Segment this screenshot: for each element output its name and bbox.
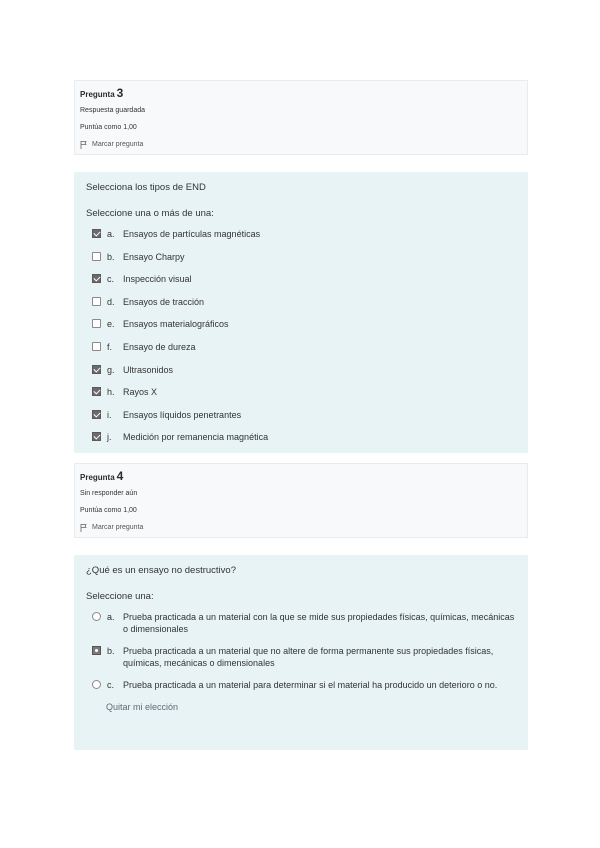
- question-4-flag-label: Marcar pregunta: [92, 524, 144, 531]
- checkbox-unchecked[interactable]: [92, 297, 101, 306]
- question-3-content: [74, 172, 528, 453]
- question-3-title: Pregunta 3: [80, 86, 124, 100]
- checkbox-option[interactable]: [86, 364, 516, 387]
- question-4-options: [86, 611, 516, 691]
- question-4-status: Sin responder aún: [80, 490, 138, 497]
- question-3-text: Selecciona los tipos de END: [86, 182, 206, 193]
- question-4-flag-link[interactable]: [80, 523, 521, 532]
- radio-selected[interactable]: [92, 646, 101, 655]
- checkbox-unchecked[interactable]: [92, 342, 101, 351]
- checkbox-checked[interactable]: [92, 274, 101, 283]
- checkbox-checked[interactable]: [92, 229, 101, 238]
- question-4-title: Pregunta 4: [80, 469, 124, 483]
- checkbox-option[interactable]: [86, 251, 516, 274]
- radio-unselected[interactable]: [92, 612, 101, 621]
- option-text: Prueba practicada a un material que no altere de forma permanente sus propiedades físicas, químicas, mecánicas o dimensionales: [123, 646, 494, 668]
- option-text: Ensayo de dureza: [123, 341, 196, 352]
- question-4-prompt: Seleccione una:: [86, 591, 154, 602]
- option-text: Prueba practicada a un material con la que se mide sus propiedades físicas, químicas, mecánicas o dimensionales: [123, 612, 515, 634]
- option-text: Ensayo Charpy: [123, 251, 185, 262]
- option-text: Ensayos materialográficos: [123, 319, 229, 330]
- checkbox-option[interactable]: [86, 318, 516, 341]
- radio-unselected[interactable]: [92, 680, 101, 689]
- option-text: Ensayos de tracción: [123, 296, 205, 307]
- question-3-prompt: Seleccione una o más de una:: [86, 208, 214, 219]
- flag-icon: [80, 141, 88, 149]
- radio-option[interactable]: [86, 679, 516, 691]
- question-3-flag-link[interactable]: [80, 140, 521, 149]
- option-letter: a.: [107, 229, 115, 239]
- option-letter: c.: [107, 680, 115, 690]
- question-3-info: [74, 80, 528, 155]
- question-3-number: 3: [116, 86, 124, 100]
- checkbox-option[interactable]: [86, 409, 516, 432]
- checkbox-option[interactable]: [86, 228, 516, 251]
- checkbox-unchecked[interactable]: [92, 319, 101, 328]
- checkbox-option[interactable]: [86, 273, 516, 296]
- question-3-status: Respuesta guardada: [80, 107, 145, 114]
- flag-icon: [80, 524, 88, 532]
- question-3-options: [86, 228, 516, 454]
- option-text: Rayos X: [123, 387, 158, 398]
- clear-choice-link[interactable]: Quitar mi elección: [106, 702, 179, 712]
- option-letter: f.: [107, 341, 113, 352]
- checkbox-checked[interactable]: [92, 365, 101, 374]
- option-letter: g.: [107, 364, 115, 375]
- question-3-flag-label: Marcar pregunta: [92, 141, 144, 148]
- radio-option[interactable]: [86, 611, 516, 635]
- option-letter: b.: [107, 251, 115, 262]
- question-4-info: [74, 463, 528, 538]
- option-text: Ensayos líquidos penetrantes: [123, 409, 242, 420]
- checkbox-unchecked[interactable]: [92, 252, 101, 261]
- option-letter: e.: [107, 319, 115, 330]
- option-text: Ensayos de partículas magnéticas: [123, 229, 261, 239]
- radio-option[interactable]: [86, 645, 516, 669]
- option-text: Prueba practicada a un material para determinar si el material ha producido un deterioro o no.: [123, 680, 498, 690]
- question-4-text: ¿Qué es un ensayo no destructivo?: [86, 565, 236, 576]
- option-letter: d.: [107, 296, 115, 307]
- option-text: Inspección visual: [123, 274, 192, 285]
- checkbox-checked[interactable]: [92, 432, 101, 441]
- option-letter: a.: [107, 612, 115, 622]
- question-4-number: 4: [116, 469, 124, 483]
- checkbox-checked[interactable]: [92, 410, 101, 419]
- checkbox-option[interactable]: [86, 431, 516, 454]
- question-4-content: [74, 555, 528, 750]
- option-letter: b.: [107, 646, 115, 656]
- question-4-points: Puntúa como 1,00: [80, 507, 137, 514]
- checkbox-option[interactable]: [86, 296, 516, 319]
- checkbox-checked[interactable]: [92, 387, 101, 396]
- option-letter: i.: [107, 409, 112, 420]
- option-letter: j.: [107, 432, 112, 443]
- option-text: Ultrasonidos: [123, 364, 174, 375]
- checkbox-option[interactable]: [86, 341, 516, 364]
- checkbox-option[interactable]: [86, 386, 516, 409]
- option-letter: c.: [107, 274, 115, 285]
- option-text: Medición por remanencia magnética: [123, 432, 269, 443]
- option-letter: h.: [107, 387, 115, 398]
- question-3-points: Puntúa como 1,00: [80, 124, 137, 131]
